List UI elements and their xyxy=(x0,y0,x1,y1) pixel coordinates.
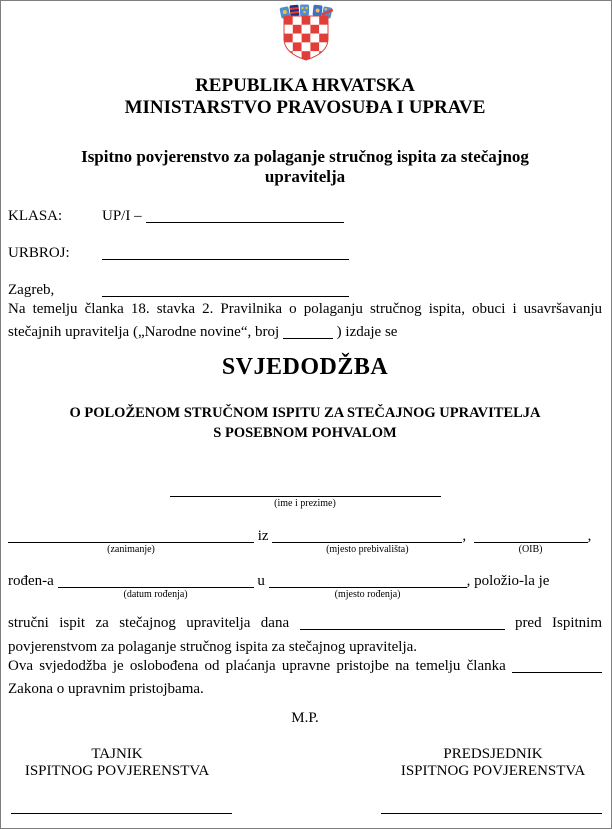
birth-place-caption: (mjesto rođenja) xyxy=(334,589,401,600)
comma-text: , xyxy=(587,528,592,544)
birth-place-field xyxy=(269,571,467,601)
birth-date-blank xyxy=(58,571,254,588)
croatia-coat-of-arms-icon xyxy=(279,3,333,63)
fee-text: Ova svjedodžba je oslobođena od plaćanja upravne pristojbe na temelju članka xyxy=(8,658,506,674)
header-country: REPUBLIKA HRVATSKA xyxy=(195,75,415,96)
legal-basis-paragraph xyxy=(8,298,602,344)
secretary-block xyxy=(8,746,226,780)
name-field xyxy=(8,480,602,510)
name-blank xyxy=(170,480,441,497)
commission-name-line2: upravitelja xyxy=(264,167,346,186)
gazette-number-blank xyxy=(283,325,333,339)
legal-basis-text-end: ) izdaje se xyxy=(336,324,398,340)
klasa-label: KLASA: xyxy=(8,208,63,224)
exam-paragraph xyxy=(8,611,602,659)
occupation-field xyxy=(8,526,254,556)
urbroj-label: URBROJ: xyxy=(8,245,70,261)
president-subtitle: ISPITNOG POVJERENSTVA xyxy=(400,763,586,779)
occupation-residence-row xyxy=(8,526,602,556)
certificate-subheading-line1: O POLOŽENOM STRUČNOM ISPITU ZA STEČAJNOG UPRAVITELJA xyxy=(69,405,541,421)
comma-text: , xyxy=(462,528,467,544)
signature-lines xyxy=(8,798,602,814)
birth-place-blank xyxy=(269,571,467,588)
born-word-text: rođen-a xyxy=(8,573,54,589)
fee-article-blank xyxy=(512,659,602,673)
klasa-row xyxy=(8,206,602,243)
from-word-text: iz xyxy=(257,528,269,544)
in-word-text: u xyxy=(257,573,265,589)
residence-blank xyxy=(272,526,462,543)
occupation-blank xyxy=(8,526,254,543)
president-title: PREDSJEDNIK xyxy=(443,746,543,762)
oib-blank xyxy=(474,526,588,543)
legal-basis-text: Na temelju članka 18. stavka 2. Pravilnika o polaganju stručnog ispita, obuci i usavršavanju stečajnih upravitelja („Narodne novine“, broj xyxy=(8,301,602,340)
spacer xyxy=(466,526,474,546)
urbroj-blank xyxy=(102,243,349,260)
president-block xyxy=(384,746,602,780)
signature-block xyxy=(8,746,602,780)
oib-caption: (OIB) xyxy=(518,544,543,555)
occupation-caption: (zanimanje) xyxy=(107,544,155,555)
fee-paragraph xyxy=(8,655,602,701)
fee-text-end: Zakona o upravnim pristojbama. xyxy=(8,681,204,697)
certificate-title: SVJEDODŽBA xyxy=(221,354,389,380)
certificate-subheading xyxy=(8,403,602,443)
birth-date-field xyxy=(58,571,254,601)
commission-name xyxy=(8,147,602,187)
date-blank xyxy=(102,280,349,297)
klasa-blank xyxy=(146,206,344,223)
residence-field xyxy=(272,526,462,556)
crest-checkerboard xyxy=(284,16,328,60)
stamp-placeholder: M.P. xyxy=(291,710,319,726)
name-caption: (ime i prezime) xyxy=(274,498,336,509)
secretary-signature-line xyxy=(11,798,232,814)
commission-name-line1: Ispitno povjerenstvo za polaganje stručnog ispita za stečajnog xyxy=(81,147,529,166)
urbroj-row xyxy=(8,243,602,280)
government-header xyxy=(8,75,602,119)
klasa-prefix: UP/I – xyxy=(102,208,142,224)
certificate-subheading-line2: S POSEBNOM POHVALOM xyxy=(213,425,397,441)
exam-date-blank xyxy=(300,616,505,630)
secretary-title: TAJNIK xyxy=(91,746,143,762)
birth-row xyxy=(8,571,602,601)
header-ministry: MINISTARSTVO PRAVOSUĐA I UPRAVE xyxy=(124,97,486,118)
birth-date-caption: (datum rođenja) xyxy=(123,589,188,600)
secretary-subtitle: ISPITNOG POVJERENSTVA xyxy=(24,763,210,779)
exam-text: stručni ispit za stečajnog upravitelja dana xyxy=(8,615,290,631)
residence-caption: (mjesto prebivališta) xyxy=(326,544,409,555)
oib-field xyxy=(474,526,588,556)
exam-text-end: pred Ispitnim povjerenstvom za polaganje stručnog ispita za stečajnog upravitelja. xyxy=(8,615,602,655)
president-signature-line xyxy=(381,798,602,814)
city-label: Zagreb, xyxy=(8,282,55,298)
passed-suffix-text: , položio-la je xyxy=(466,573,550,589)
